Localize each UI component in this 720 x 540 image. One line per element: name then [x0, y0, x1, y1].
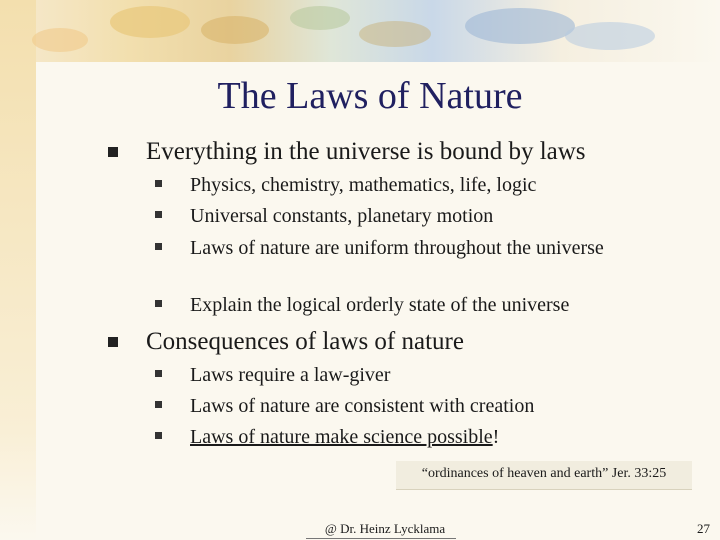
quote-box [396, 461, 692, 490]
bullet-text: Everything in the universe is bound by laws [146, 138, 586, 165]
square-bullet-icon [155, 300, 162, 307]
bullet-text: Explain the logical orderly state of the universe [190, 294, 570, 316]
underlined-text[interactable]: Laws of nature make science possible [190, 426, 493, 448]
square-bullet-icon [155, 432, 162, 439]
bullet-text: Consequences of laws of nature [146, 328, 464, 355]
square-bullet-icon [155, 180, 162, 187]
square-bullet-icon [155, 211, 162, 218]
bullet-text-with-link [190, 424, 660, 450]
slide-title: The Laws of Nature [217, 75, 523, 117]
page-number: 27 [697, 521, 710, 536]
square-bullet-icon [155, 243, 162, 250]
scripture-quote: “ordinances of heaven and earth” Jer. 33:25 [421, 466, 667, 481]
leaf-collage-graphic [0, 0, 720, 62]
bullet-text: Laws of nature are uniform throughout the universe [190, 237, 604, 259]
footer-divider [306, 538, 456, 539]
exclamation: ! [492, 426, 500, 448]
square-bullet-icon [155, 370, 162, 377]
bullet-text: Laws require a law-giver [190, 364, 391, 386]
square-bullet-icon [108, 337, 118, 347]
bullet-text: Universal constants, planetary motion [190, 205, 494, 227]
square-bullet-icon [155, 401, 162, 408]
bullet-text: Laws of nature are consistent with creation [190, 395, 535, 417]
square-bullet-icon [108, 147, 118, 157]
bullet-text: Physics, chemistry, mathematics, life, logic [190, 174, 537, 196]
footer-author: @ Dr. Heinz Lycklama [324, 521, 446, 536]
